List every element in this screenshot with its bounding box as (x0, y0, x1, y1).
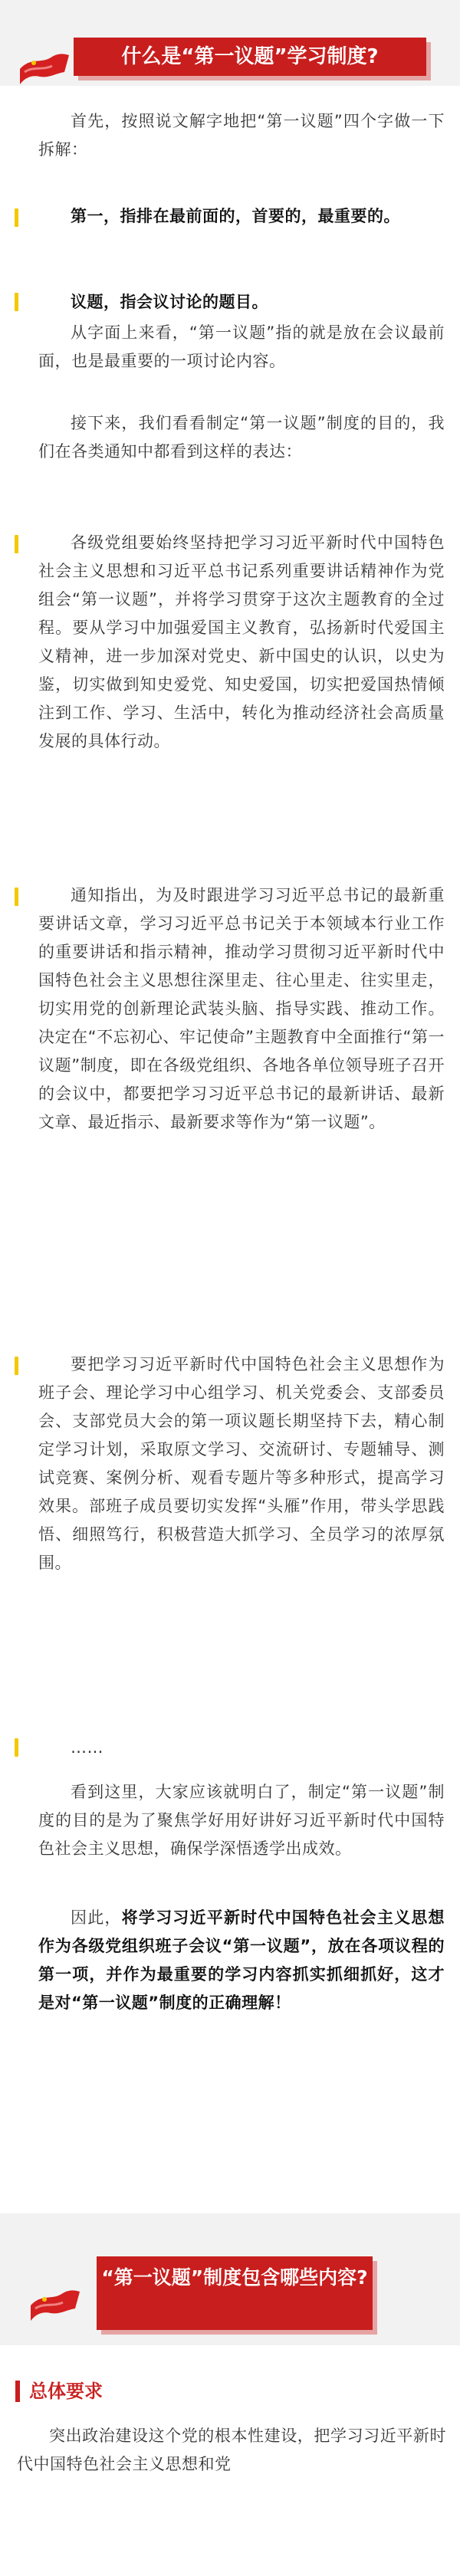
intro-paragraph: 首先，按照说文解字地把“第一议题”四个字做一下拆解： (38, 112, 445, 159)
quote-bar (15, 535, 18, 553)
ellipsis: …… (71, 1738, 104, 1757)
quote-bar (15, 293, 18, 311)
section-title: 什么是“第一议题”学习制度? (74, 38, 426, 76)
key-conclusion-paragraph (38, 1904, 445, 2074)
quote-paragraph: 通知指出，为及时跟进学习习近平总书记的最新重要讲话文章，学习习近平总书记关于本领域本行业工作的重要讲话和指示精神，推动学习贯彻习近平新时代中国特色社会主义思想往深里走、往心里走、往实里走，切实用党的创新理论武装头脑、指导实践、推动工作。决定在“不忘初心、牢记使命”主题教育中全面推行“第一议题”制度，即在各级党组织、各地各单位领导班子召开的会议中，都要把学习习近平总书记的最新讲话、最新文章、最近指示、最新要求等作为“第一议题”。 (38, 886, 445, 1131)
quote-bar (15, 888, 18, 906)
subsection-heading: 总体要求 (15, 2381, 103, 2402)
quote-bar (15, 208, 18, 227)
literal-meaning-paragraph: 从字面上来看，“第一议题”指的就是放在会议最前面，也是最重要的一项讨论内容。 (38, 323, 445, 370)
requirement-paragraph: 突出政治建设这个党的根本性建设，把学习习近平新时代中国特色社会主义思想和党 (17, 2427, 446, 2473)
definition-first: 第一，指排在最前面的，首要的，最重要的。 (71, 207, 400, 225)
red-flag-icon (28, 2282, 81, 2328)
quote-bar (15, 1738, 18, 1757)
conclusion-paragraph: 看到这里，大家应该就明白了，制定“第一议题”制度的目的是为了聚焦学好用好讲好习近平新时代中国特色社会主义思想，确保学深悟透学出成效。 (38, 1783, 445, 1858)
section-title: “第一议题”制度包含哪些内容? (97, 2256, 373, 2330)
quote-bar (15, 1357, 18, 1375)
conclusion-bold: 将学习习近平新时代中国特色社会主义思想作为各级党组织班子会议“第一议题”，放在各项议程的第一项，并作为最重要的学习内容抓实抓细抓好，这才是对“第一议题”制度的正确理解！ (38, 1908, 445, 2012)
conclusion-lead: 因此， (71, 1908, 122, 1927)
red-flag-icon (17, 46, 71, 92)
definition-topic: 议题，指会议讨论的题目。 (71, 293, 268, 311)
purpose-paragraph: 接下来，我们看看制定“第一议题”制度的目的，我们在各类通知中都看到这样的表达： (38, 414, 445, 461)
quote-paragraph: 各级党组要始终坚持把学习习近平新时代中国特色社会主义思想和习近平总书记系列重要讲话精神作为党组会“第一议题”，并将学习贯穿于这次主题教育的全过程。要从学习中加强爱国主义教育，弘扬新时代爱国主义精神，进一步加深对党史、新中国史的认识，以史为鉴，切实做到知史爱党、知史爱国，切实把爱国热情倾注到工作、学习、生活中，转化为推动经济社会高质量发展的具体行动。 (38, 533, 445, 750)
quote-paragraph: 要把学习习近平新时代中国特色社会主义思想作为班子会、理论学习中心组学习、机关党委会、支部委员会、支部党员大会的第一项议题长期坚持下去，精心制定学习计划，采取原文学习、交流研讨、专题辅导、测试竞赛、案例分析、观看专题片等多种形式，提高学习效果。部班子成员要切实发挥“头雁”作用，带头学思践悟、细照笃行，积极营造大抓学习、全员学习的浓厚氛围。 (38, 1355, 445, 1572)
